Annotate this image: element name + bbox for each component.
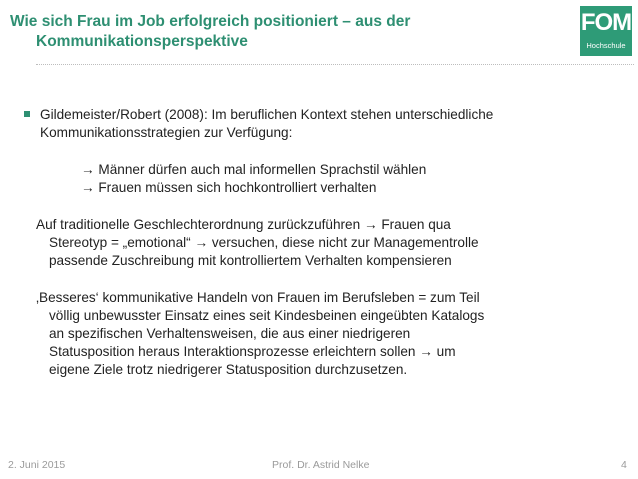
right-arrow-icon: → (81, 180, 95, 195)
para1-line2-b: versuchen, diese nicht zur Managementrolle (211, 235, 479, 250)
para1-line1-b: Frauen qua (381, 217, 451, 232)
paragraph-2 (24, 289, 614, 379)
slide-title (10, 12, 550, 52)
right-arrow-icon: → (194, 235, 209, 250)
right-arrow-icon: → (419, 344, 433, 359)
para2-line2: völlig unbewusster Einsatz eines seit Kindesbeinen eingeübten Katalogs (49, 308, 485, 323)
page-number: 4 (621, 459, 627, 471)
para1-line1-a: Auf traditionelle Geschlechterordnung zurückzuführen (36, 217, 361, 232)
arrow-text-2: Frauen müssen sich hochkontrolliert verhalten (98, 180, 377, 195)
arrow-text-1: Männer dürfen auch mal informellen Sprachstil wählen (98, 162, 427, 177)
square-bullet-icon (24, 111, 30, 117)
slide-body (24, 106, 614, 379)
para2-line5: eigene Ziele trotz niedrigerer Statusposition durchzusetzen. (49, 362, 408, 377)
footer-date: 2. Juni 2015 (8, 459, 66, 471)
fom-logo (580, 6, 632, 56)
para1-line2-a: Stereotyp = „emotional“ (49, 235, 191, 250)
arrow-line-1 (81, 161, 614, 179)
arrow-line-2 (81, 179, 614, 197)
bullet-item (24, 106, 614, 142)
right-arrow-icon: → (81, 162, 95, 177)
logo-subtext: Hochschule (586, 41, 626, 50)
para2-line3: an spezifischen Verhaltensweisen, die aus einer niedrigeren (49, 326, 411, 341)
para2-line1: ‚Besseres‘ kommunikative Handeln von Frauen im Berufsleben = zum Teil (36, 290, 480, 305)
para2-line4-a: Statusposition heraus Interaktionsprozesse erleichtern sollen (49, 344, 416, 359)
right-arrow-icon: → (363, 217, 378, 232)
title-line-2: Kommunikationsperspektive (36, 33, 248, 50)
para2-line4-b: um (436, 344, 456, 359)
title-line-1: Wie sich Frau im Job erfolgreich positioniert – aus der (10, 13, 411, 30)
para1-line3: passende Zuschreibung mit kontrolliertem Verhalten kompensieren (49, 253, 452, 268)
title-divider (36, 64, 634, 65)
footer-author: Prof. Dr. Astrid Nelke (272, 459, 370, 471)
bullet-line-1: Gildemeister/Robert (2008): Im beruflichen Kontext stehen unterschiedliche (40, 107, 494, 122)
logo-text: FOM (580, 9, 632, 36)
paragraph-1 (24, 216, 614, 270)
bullet-line-2: Kommunikationsstrategien zur Verfügung: (40, 125, 293, 140)
